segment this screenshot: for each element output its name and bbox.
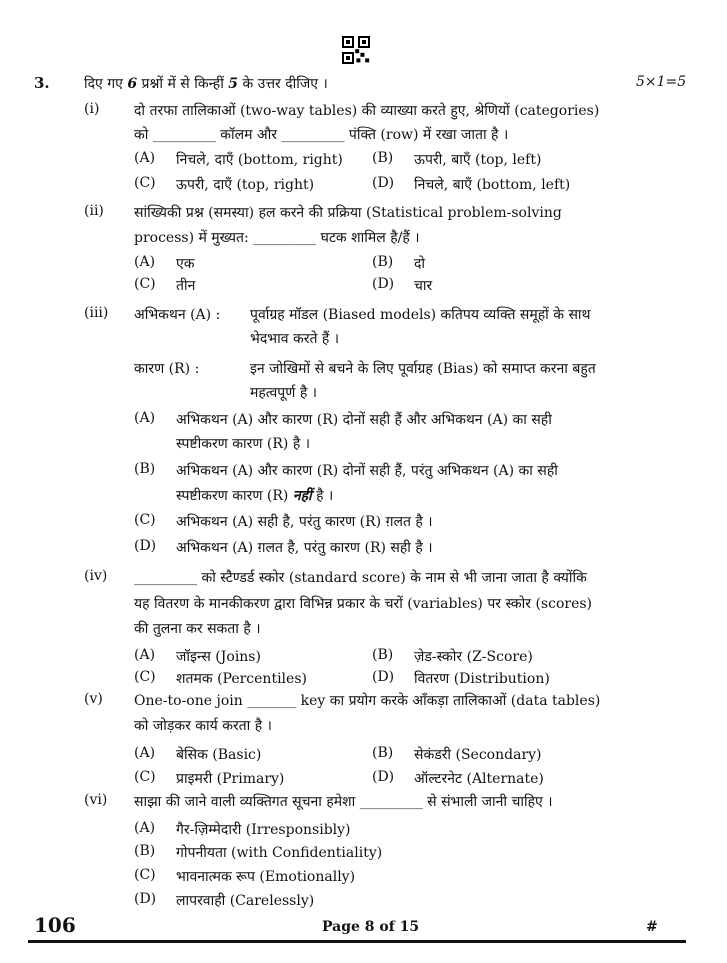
- option-text: निचले, बाएँ (bottom, left): [414, 177, 571, 193]
- footer-hash: #: [646, 919, 658, 935]
- option-text: चार: [414, 278, 433, 294]
- question-text: की तुलना कर सकता है ।: [134, 621, 261, 637]
- question-number: 3.: [34, 74, 50, 92]
- sub-question-label: (iv): [84, 568, 108, 584]
- option-key: (A): [134, 410, 156, 426]
- option-key: (C): [134, 867, 156, 883]
- qr-code-image: [342, 36, 370, 64]
- instruction-text: दिए गए: [84, 76, 128, 92]
- paper-code: 106: [34, 913, 76, 937]
- option-key: (A): [134, 647, 156, 663]
- option-key: (B): [372, 254, 394, 270]
- option-text: ऑल्टरनेट (Alternate): [414, 771, 544, 787]
- option-key: (B): [372, 745, 394, 761]
- option-key: (A): [134, 254, 156, 270]
- reason-text: इन जोखिमों से बचने के लिए पूर्वाग्रह (Bias) को समाप्त करना बहुत: [250, 361, 596, 377]
- sub-question-label: (ii): [84, 203, 104, 219]
- option-key: (B): [134, 843, 156, 859]
- option-key: (C): [134, 769, 156, 785]
- question-marks: 5×1=5: [636, 74, 687, 90]
- sub-question-label: (i): [84, 101, 100, 117]
- option-key: (A): [134, 150, 156, 166]
- option-text: दो: [414, 256, 426, 272]
- option-text: ज़ेड-स्कोर (Z-Score): [414, 649, 533, 665]
- assertion-text: भेदभाव करते हैं ।: [250, 331, 340, 347]
- option-text: वितरण (Distribution): [414, 671, 550, 687]
- option-text: ऊपरी, दाएँ (top, right): [176, 177, 315, 193]
- option-text: प्राइमरी (Primary): [176, 771, 285, 787]
- option-text: बेसिक (Basic): [176, 747, 262, 763]
- question-text: साझा की जाने वाली व्यक्तिगत सूचना हमेशा _________ से संभाली जानी चाहिए ।: [134, 794, 553, 810]
- option-text: अभिकथन (A) और कारण (R) दोनों सही हैं, परंतु अभिकथन (A) का सही: [176, 463, 558, 479]
- option-text-part: स्पष्टीकरण कारण (R): [176, 488, 293, 504]
- question-text: One-to-one join _______ key का प्रयोग करके आँकड़ा तालिकाओं (data tables): [134, 693, 601, 709]
- option-text-part: है ।: [311, 488, 334, 504]
- sub-question-label: (iii): [84, 305, 109, 321]
- page-number: Page 8 of 15: [322, 919, 420, 935]
- option-text: सेकंडरी (Secondary): [414, 747, 542, 763]
- question-text: _________ को स्टैण्डर्ड स्कोर (standard score) के नाम से भी जाना जाता है क्योंकि: [134, 570, 587, 586]
- option-key: (D): [372, 276, 395, 292]
- option-text: ऊपरी, बाएँ (top, left): [414, 152, 542, 168]
- option-text: लापरवाही (Carelessly): [176, 893, 315, 909]
- option-text: अभिकथन (A) ग़लत है, परंतु कारण (R) सही है ।: [176, 540, 433, 556]
- option-text: जॉइन्स (Joins): [176, 649, 261, 665]
- option-key: (D): [134, 891, 157, 907]
- option-text: भावनात्मक रूप (Emotionally): [176, 869, 356, 885]
- question-text: दो तरफा तालिकाओं (two-way tables) की व्याख्या करते हुए, श्रेणियों (categories): [134, 103, 600, 119]
- instruction-text: के उत्तर दीजिए ।: [238, 76, 328, 92]
- question-text: process) में मुख्यत: _________ घटक शामिल है/हैं ।: [134, 230, 420, 246]
- question-text: को जोड़कर कार्य करता है ।: [134, 718, 272, 734]
- reason-text: महत्वपूर्ण है ।: [250, 385, 318, 401]
- sub-question-label: (vi): [84, 792, 108, 808]
- option-text: एक: [176, 256, 195, 272]
- option-key: (D): [372, 769, 395, 785]
- option-key: (C): [134, 175, 156, 191]
- instruction-number: 6: [127, 76, 138, 92]
- option-key: (B): [134, 461, 156, 477]
- option-key: (C): [134, 512, 156, 528]
- option-text: अभिकथन (A) सही है, परंतु कारण (R) ग़लत है ।: [176, 514, 433, 530]
- option-text: गोपनीयता (with Confidentiality): [176, 845, 383, 861]
- emphasis-text: नहीं: [292, 488, 312, 504]
- option-text: स्पष्टीकरण कारण (R) है ।: [176, 436, 311, 452]
- instruction-text: प्रश्नों में से किन्हीं: [137, 76, 229, 92]
- instruction-number: 5: [228, 76, 239, 92]
- option-key: (D): [372, 669, 395, 685]
- option-text: [176, 486, 333, 505]
- option-key: (D): [134, 538, 157, 554]
- option-key: (C): [134, 276, 156, 292]
- question-text: सांख्यिकी प्रश्न (समस्या) हल करने की प्रक्रिया (Statistical problem-solving: [134, 205, 562, 221]
- assertion-label: अभिकथन (A) :: [134, 307, 221, 323]
- option-key: (C): [134, 669, 156, 685]
- question-text: को _________ कॉलम और _________ पंक्ति (row) में रखा जाता है ।: [134, 127, 509, 143]
- option-text: तीन: [176, 278, 196, 294]
- reason-label: कारण (R) :: [134, 361, 200, 377]
- option-key: (A): [134, 820, 156, 836]
- sub-question-label: (v): [84, 691, 103, 707]
- question-text: यह वितरण के मानकीकरण द्वारा विभिन्न प्रकार के चरों (variables) पर स्कोर (scores): [134, 596, 593, 612]
- option-key: (A): [134, 745, 156, 761]
- option-key: (B): [372, 647, 394, 663]
- option-key: (D): [372, 175, 395, 191]
- question-instruction: [84, 74, 328, 93]
- footer-rule: [28, 940, 686, 943]
- option-text: गैर-ज़िम्मेदारी (Irresponsibly): [176, 822, 351, 838]
- option-text: अभिकथन (A) और कारण (R) दोनों सही हैं और अभिकथन (A) का सही: [176, 412, 552, 428]
- option-text: शतमक (Percentiles): [176, 671, 307, 687]
- option-text: निचले, दाएँ (bottom, right): [176, 152, 343, 168]
- assertion-text: पूर्वाग्रह मॉडल (Biased models) कतिपय व्यक्ति समूहों के साथ: [250, 307, 591, 323]
- option-key: (B): [372, 150, 394, 166]
